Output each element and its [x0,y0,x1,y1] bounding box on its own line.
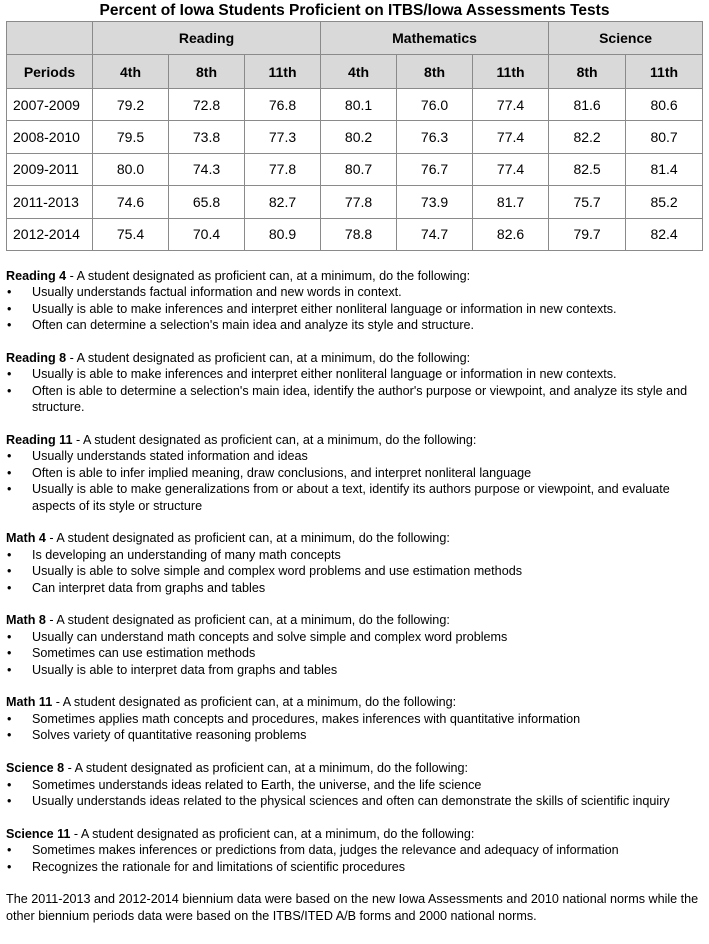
proficiency-section [6,350,704,416]
column-header: 8th [549,55,626,89]
table-body [7,89,703,251]
value-cell: 73.9 [397,186,473,218]
value-cell: 76.3 [397,121,473,153]
section-intro: - A student designated as proficient can, at a minimum, do the following: [70,826,475,841]
sections-container [6,268,704,875]
value-cell: 80.7 [626,121,703,153]
section-heading [6,268,704,284]
bullet-text: Usually understands ideas related to the physical sciences and often can demonstrate the skills of scientific inquiry [32,793,670,808]
section-name: Reading 8 [6,351,67,366]
value-cell: 79.2 [93,89,169,121]
bullet-icon: • [7,449,12,464]
value-cell: 82.7 [245,186,321,218]
column-header-periods: Periods [7,55,93,89]
value-cell: 79.5 [93,121,169,153]
bullet-item [6,777,704,793]
section-heading [6,694,704,710]
bullet-item [6,629,704,645]
section-name: Reading 4 [6,269,67,283]
value-cell: 74.7 [397,218,473,250]
column-header: 4th [93,55,169,89]
value-cell: 78.8 [321,218,397,250]
bullet-icon: • [7,580,12,595]
period-cell: 2007-2009 [7,89,93,121]
section-heading [6,530,704,546]
section-intro: - A student designated as proficient can, at a minimum, do the following: [72,433,477,448]
value-cell: 74.3 [169,153,245,185]
footer-note: The 2011-2013 and 2012-2014 biennium data were based on the new Iowa Assessments and 2010 national norms while the other biennium periods data were based on the ITBS/ITED A/B forms and 2000 national norms. [6,892,699,923]
value-cell: 73.8 [169,121,245,153]
bullet-icon: • [7,859,12,874]
bullet-text: Often is able to infer implied meaning, draw conclusions, and interpret nonliteral language [32,465,532,480]
bullet-item [6,465,704,481]
bullet-icon: • [7,383,12,398]
value-cell: 80.2 [321,121,397,153]
bullet-item [6,662,704,678]
section-heading [6,432,704,448]
group-header-mathematics: Mathematics [321,22,549,55]
proficiency-section [6,432,704,514]
column-header: 11th [626,55,703,89]
section-intro: - A student designated as proficient can, at a minimum, do the following: [66,269,471,283]
bullet-text: Usually can understand math concepts and solve simple and complex word problems [32,629,508,644]
bullet-icon: • [7,629,12,644]
proficiency-section [6,268,704,334]
period-cell: 2011-2013 [7,186,93,218]
bullet-text: Recognizes the rationale for and limitations of scientific procedures [32,859,406,874]
section-heading [6,612,704,628]
section-name: Science 11 [6,826,71,841]
bullet-item [6,580,704,596]
table-row [7,89,703,121]
period-cell: 2008-2010 [7,121,93,153]
bullet-icon: • [7,728,12,743]
value-cell: 82.6 [473,218,549,250]
value-cell: 82.4 [626,218,703,250]
bullet-item [6,859,704,875]
bullet-icon: • [7,711,12,726]
value-cell: 80.6 [626,89,703,121]
value-cell: 81.6 [549,89,626,121]
bullet-item [6,448,704,464]
bullet-text: Is developing an understanding of many math concepts [32,547,341,562]
bullet-icon: • [7,662,12,677]
value-cell: 81.4 [626,153,703,185]
proficiency-table [6,21,703,251]
value-cell: 77.4 [473,153,549,185]
proficiency-section [6,760,704,809]
bullet-icon: • [7,301,12,316]
column-header: 11th [473,55,549,89]
bullet-icon: • [7,793,12,808]
bullet-item [6,563,704,579]
value-cell: 82.2 [549,121,626,153]
table-row [7,186,703,218]
bullet-text: Often can determine a selection's main idea and analyze its style and structure. [32,318,475,333]
section-intro: - A student designated as proficient can, at a minimum, do the following: [52,695,457,710]
bullet-text: Usually is able to interpret data from graphs and tables [32,662,338,677]
bullet-item [6,284,704,300]
bullet-text: Sometimes can use estimation methods [32,646,256,661]
bullet-item [6,727,704,743]
bullet-text: Usually is able to solve simple and complex word problems and use estimation methods [32,564,522,579]
value-cell: 72.8 [169,89,245,121]
section-intro: - A student designated as proficient can, at a minimum, do the following: [64,761,469,776]
bullet-icon: • [7,318,12,333]
section-name: Math 4 [6,531,46,546]
section-intro: - A student designated as proficient can, at a minimum, do the following: [66,351,471,366]
bullet-text: Usually is able to make inferences and interpret either nonliteral language or information in new contexts. [32,301,617,316]
bullet-item [6,547,704,563]
value-cell: 77.3 [245,121,321,153]
proficiency-section [6,612,704,678]
value-cell: 85.2 [626,186,703,218]
value-cell: 70.4 [169,218,245,250]
section-name: Reading 11 [6,433,73,448]
section-name: Science 8 [6,761,65,776]
value-cell: 82.5 [549,153,626,185]
bullet-text: Sometimes understands ideas related to Earth, the universe, and the life science [32,777,482,792]
section-heading [6,826,704,842]
bullet-icon: • [7,482,12,497]
bullet-item [6,842,704,858]
bullet-text: Sometimes makes inferences or predictions from data, judges the relevance and adequacy of information [32,843,619,858]
section-name: Math 11 [6,695,53,710]
bullet-icon: • [7,547,12,562]
bullet-icon: • [7,843,12,858]
table-row [7,218,703,250]
bullet-text: Solves variety of quantitative reasoning problems [32,728,307,743]
bullet-item [6,645,704,661]
bullet-text: Can interpret data from graphs and tables [32,580,266,595]
proficiency-section [6,694,704,743]
bullet-text: Usually understands factual information and new words in context. [32,285,402,300]
section-heading [6,760,704,776]
section-name: Math 8 [6,613,46,628]
proficiency-section [6,826,704,875]
period-cell: 2012-2014 [7,218,93,250]
bullet-text: Often is able to determine a selection's main idea, identify the author's purpose or viewpoint, and analyze its style and structure. [32,383,688,415]
bullet-icon: • [7,465,12,480]
column-header: 8th [397,55,473,89]
value-cell: 80.9 [245,218,321,250]
section-intro: - A student designated as proficient can, at a minimum, do the following: [45,531,450,546]
column-header: 11th [245,55,321,89]
value-cell: 75.4 [93,218,169,250]
bullet-icon: • [7,777,12,792]
bullet-icon: • [7,646,12,661]
value-cell: 80.0 [93,153,169,185]
bullet-text: Usually understands stated information and ideas [32,449,308,464]
value-cell: 76.7 [397,153,473,185]
bullet-item [6,301,704,317]
value-cell: 74.6 [93,186,169,218]
bullet-item [6,481,704,514]
bullet-text: Sometimes applies math concepts and procedures, makes inferences with quantitative information [32,711,581,726]
value-cell: 77.8 [321,186,397,218]
value-cell: 79.7 [549,218,626,250]
value-cell: 76.0 [397,89,473,121]
value-cell: 77.8 [245,153,321,185]
bullet-item [6,366,704,382]
value-cell: 75.7 [549,186,626,218]
page-title: Percent of Iowa Students Proficient on ITBS/Iowa Assessments Tests [99,2,610,19]
value-cell: 80.1 [321,89,397,121]
bullet-text: Usually is able to make generalizations from or about a text, identify its authors purpose or viewpoint, and evaluate aspects of its style or structure [32,482,670,513]
proficiency-section [6,530,704,596]
section-heading [6,350,704,366]
bullet-item [6,383,704,416]
value-cell: 77.4 [473,121,549,153]
table-row [7,153,703,185]
bullet-icon: • [7,367,12,382]
value-cell: 81.7 [473,186,549,218]
column-header: 4th [321,55,397,89]
corner-cell [7,22,93,55]
section-intro: - A student designated as proficient can, at a minimum, do the following: [45,613,450,628]
bullet-icon: • [7,285,12,300]
value-cell: 80.7 [321,153,397,185]
bullet-text: Usually is able to make inferences and interpret either nonliteral language or information in new contexts. [32,367,617,382]
bullet-item [6,793,704,809]
column-header: 8th [169,55,245,89]
value-cell: 77.4 [473,89,549,121]
period-cell: 2009-2011 [7,153,93,185]
bullet-icon: • [7,564,12,579]
table-row [7,121,703,153]
bullet-item [6,711,704,727]
value-cell: 76.8 [245,89,321,121]
group-header-reading: Reading [93,22,321,55]
value-cell: 65.8 [169,186,245,218]
group-header-science: Science [549,22,703,55]
proficiency-notes [6,268,704,924]
bullet-item [6,317,704,333]
